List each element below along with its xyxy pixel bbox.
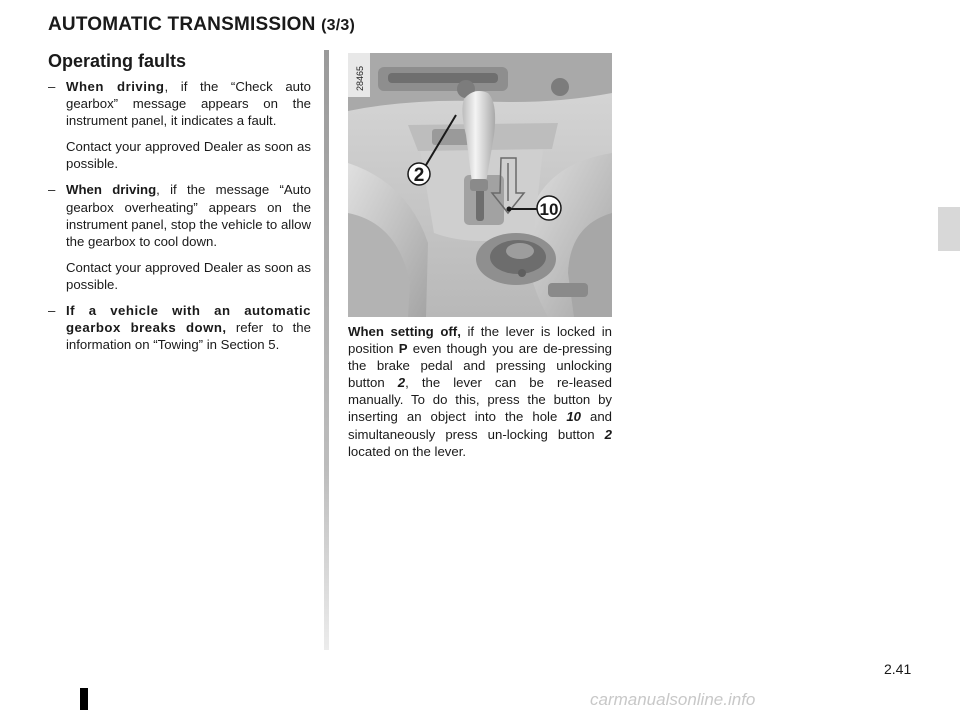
bullet-dash: – <box>48 79 56 94</box>
text-run: located on the lever. <box>348 443 467 459</box>
callout-2 <box>408 163 430 186</box>
section-heading: Operating faults <box>48 51 187 71</box>
bullet-item <box>48 181 311 249</box>
bullet-bold: When driving <box>66 182 157 198</box>
callout-10 <box>537 196 561 220</box>
page-number: 2.41 <box>884 661 912 677</box>
text-run: even though you are de-pressing the brake pedal and pressing unlocking button <box>348 341 612 391</box>
position-letter: P <box>398 341 408 357</box>
bullet-follow-up: Contact your approved Dealer as soon as possible. <box>66 139 311 172</box>
column-divider <box>324 50 329 650</box>
bullet-bold: If a vehicle with an automatic gearbox breaks down, <box>66 303 311 336</box>
button-ref: 2 <box>397 375 406 391</box>
right-column-text <box>348 323 612 460</box>
bullet-dash: – <box>48 182 56 198</box>
bullet-text: , if the message “Auto gearbox overheating” appears on the instrument panel, stop the vehicle to allow the gearbox to cool down. <box>66 182 311 249</box>
gear-lever-illustration <box>348 53 612 317</box>
bullet-follow-up: Contact your approved Dealer as soon as possible. <box>66 259 311 292</box>
gear-lever-drawing <box>348 53 612 317</box>
page-title-part: (3/3) <box>321 17 355 34</box>
text-run: , the lever can be re-leased manually. To do this, press the button by inserting an object into the hole <box>348 375 612 425</box>
bullet-text: , if the “Check auto gearbox” message appears on the instrument panel, it indicates a fault. <box>66 79 311 129</box>
page-title-text: AUTOMATIC TRANSMISSION <box>48 14 316 35</box>
bullet-text: refer to the information on “Towing” in Section 5. <box>66 320 311 353</box>
watermark: carmanualsonline.info <box>590 690 756 709</box>
hole-ref: 10 <box>566 409 581 425</box>
text-run: and simultaneously press un-locking button <box>348 409 612 442</box>
section-edge-tab <box>938 207 960 251</box>
figure-code: 28465 <box>355 65 365 91</box>
left-column <box>48 78 311 353</box>
text-run: if the lever is locked in position <box>348 324 612 357</box>
button-ref: 2 <box>604 426 612 442</box>
callout-2-label: 2 <box>413 165 425 186</box>
callout-10-label: 10 <box>539 200 559 219</box>
text-bold: When setting off, <box>348 324 461 339</box>
page-title <box>48 14 355 36</box>
bullet-bold: When driving <box>66 79 165 94</box>
bullet-dash: – <box>48 303 56 319</box>
bullet-item <box>48 302 311 353</box>
bullet-item <box>48 78 311 129</box>
corner-mark <box>80 688 88 710</box>
